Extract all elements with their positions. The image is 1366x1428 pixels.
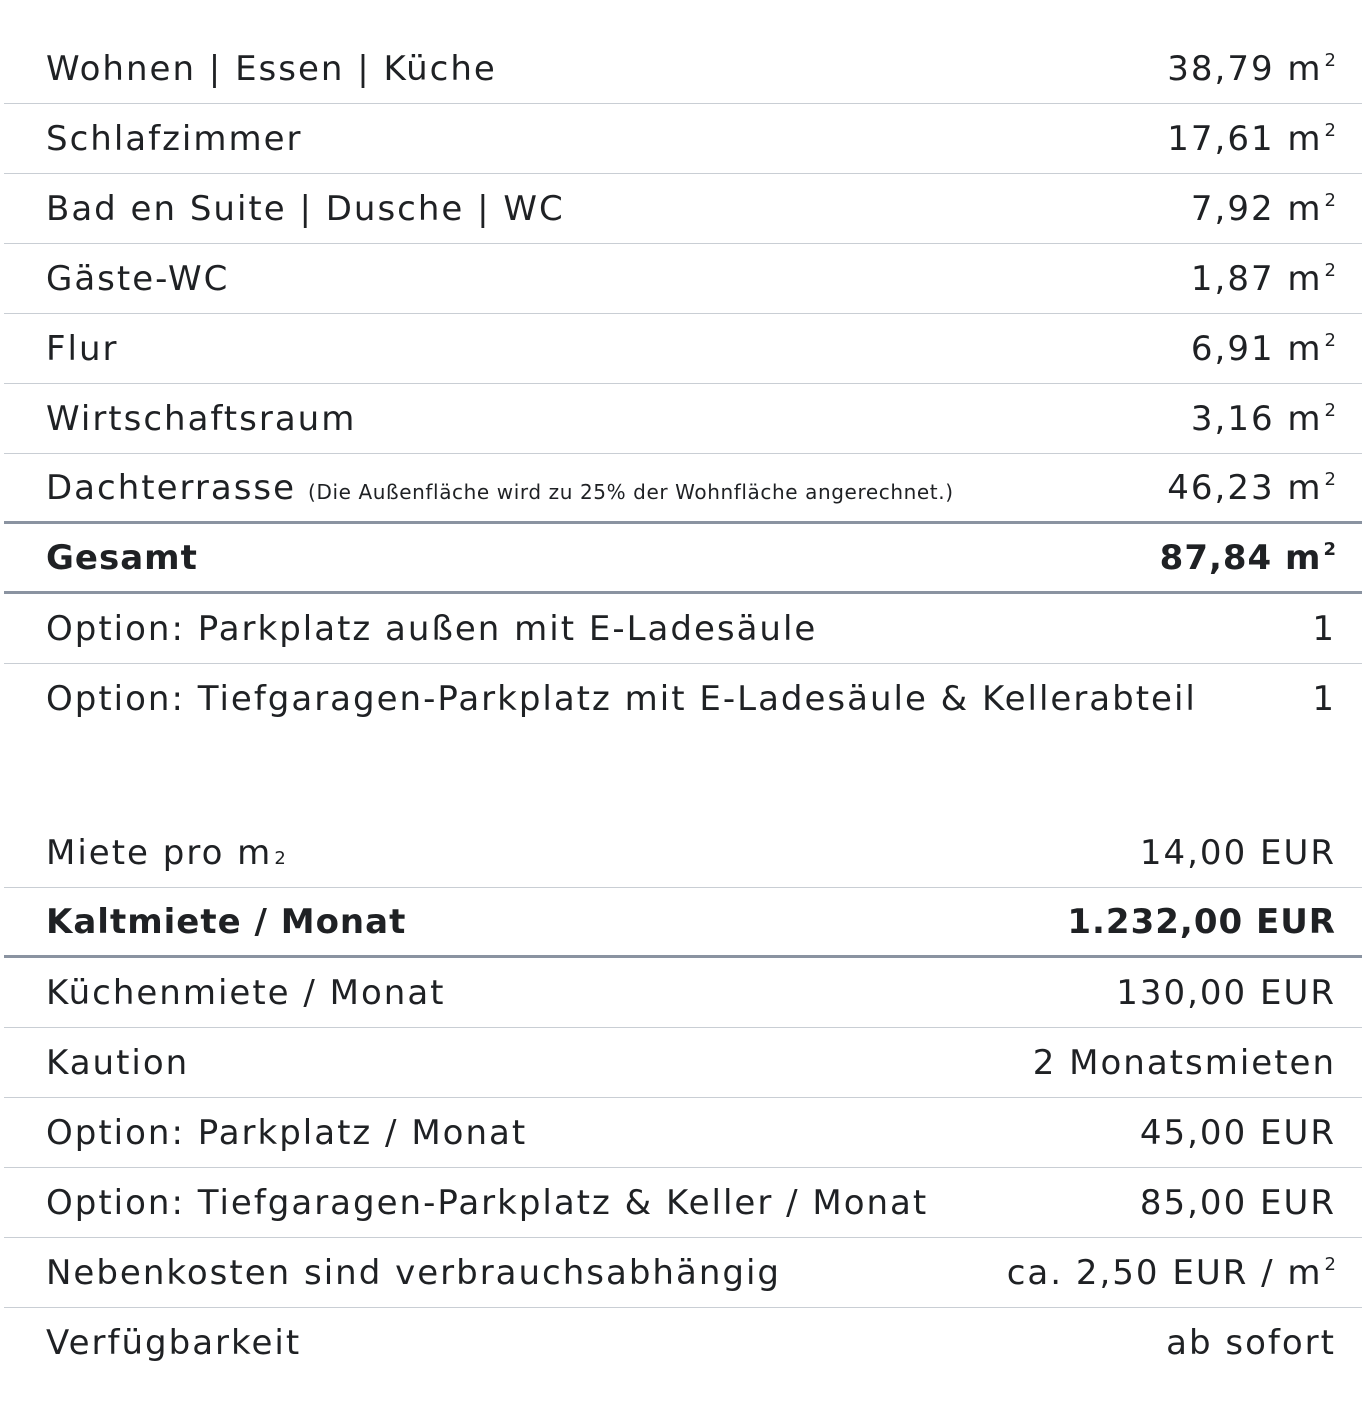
area-row-guest-wc (4, 244, 1362, 314)
option-label: Option: Parkplatz außen mit E-Ladesäule (46, 608, 818, 649)
room-area: 38,79 m $^2$ (1167, 48, 1336, 89)
room-label (46, 468, 954, 508)
cold-rent-label: Kaltmiete / Monat (46, 901, 407, 942)
area-row-bedroom (4, 104, 1362, 174)
cost-value: ab sofort (1166, 1323, 1336, 1363)
cost-label: Verfügbarkeit (46, 1323, 302, 1363)
cost-value: ca. 2,50 EUR / m $^2$ (1006, 1252, 1336, 1293)
option-row-parking-outdoor (4, 594, 1362, 664)
cost-label: Kaution (46, 1042, 190, 1083)
rent-per-sqm-row (4, 818, 1362, 888)
room-label: Gäste-WC (46, 258, 230, 299)
room-label: Wirtschaftsraum (46, 398, 357, 439)
total-label: Gesamt (46, 537, 198, 578)
area-row-utility (4, 384, 1362, 454)
utility-costs-row (4, 1238, 1362, 1308)
cost-value: 85,00 EUR (1139, 1182, 1336, 1223)
cost-label: Option: Tiefgaragen-Parkplatz & Keller / Monat (46, 1182, 929, 1223)
deposit-row (4, 1028, 1362, 1098)
option-row-underground-parking (4, 664, 1362, 734)
underground-parking-option-row (4, 1168, 1362, 1238)
cost-value: 2 Monatsmieten (1032, 1042, 1336, 1083)
kitchen-rent-row (4, 958, 1362, 1028)
room-label: Flur (46, 328, 119, 369)
availability-row (4, 1308, 1362, 1378)
room-name: Dachterrasse (46, 467, 297, 508)
room-label: Schlafzimmer (46, 118, 303, 159)
cost-value: 45,00 EUR (1139, 1112, 1336, 1153)
cost-value: 130,00 EUR (1116, 972, 1336, 1013)
area-row-hallway (4, 314, 1362, 384)
parking-option-row (4, 1098, 1362, 1168)
total-area: 87,84 m $^2$ (1159, 537, 1336, 578)
rent-per-sqm-label: Miete pro m 2 (46, 832, 286, 873)
cold-rent-value: 1.232,00 EUR (1067, 901, 1336, 942)
room-area: 3,16 m $^2$ (1190, 398, 1336, 439)
room-area: 1,87 m $^2$ (1190, 258, 1336, 299)
rent-per-sqm-value: 14,00 EUR (1139, 832, 1336, 873)
area-row-roof-terrace (4, 454, 1362, 524)
rent-table (4, 818, 1362, 1378)
area-table (4, 34, 1362, 734)
area-total-row (4, 524, 1362, 594)
room-area: 46,23 m $^2$ (1167, 467, 1336, 508)
room-label: Bad en Suite | Dusche | WC (46, 188, 565, 229)
terrace-note: (Die Außenfläche wird zu 25% der Wohnfläche angerechnet.) (308, 479, 954, 504)
option-label: Option: Tiefgaragen-Parkplatz mit E-Ladesäule & Kellerabteil (46, 679, 1197, 719)
room-area: 17,61 m $^2$ (1167, 118, 1336, 159)
cost-label: Nebenkosten sind verbrauchsabhängig (46, 1252, 781, 1293)
room-area: 6,91 m $^2$ (1190, 328, 1336, 369)
option-count: 1 (1312, 679, 1336, 719)
area-row-bath (4, 174, 1362, 244)
cost-label: Option: Parkplatz / Monat (46, 1112, 528, 1153)
room-area: 7,92 m $^2$ (1190, 188, 1336, 229)
cold-rent-row (4, 888, 1362, 958)
area-row-living (4, 34, 1362, 104)
option-count: 1 (1312, 608, 1336, 649)
room-label: Wohnen | Essen | Küche (46, 48, 497, 89)
cost-label: Küchenmiete / Monat (46, 972, 446, 1013)
